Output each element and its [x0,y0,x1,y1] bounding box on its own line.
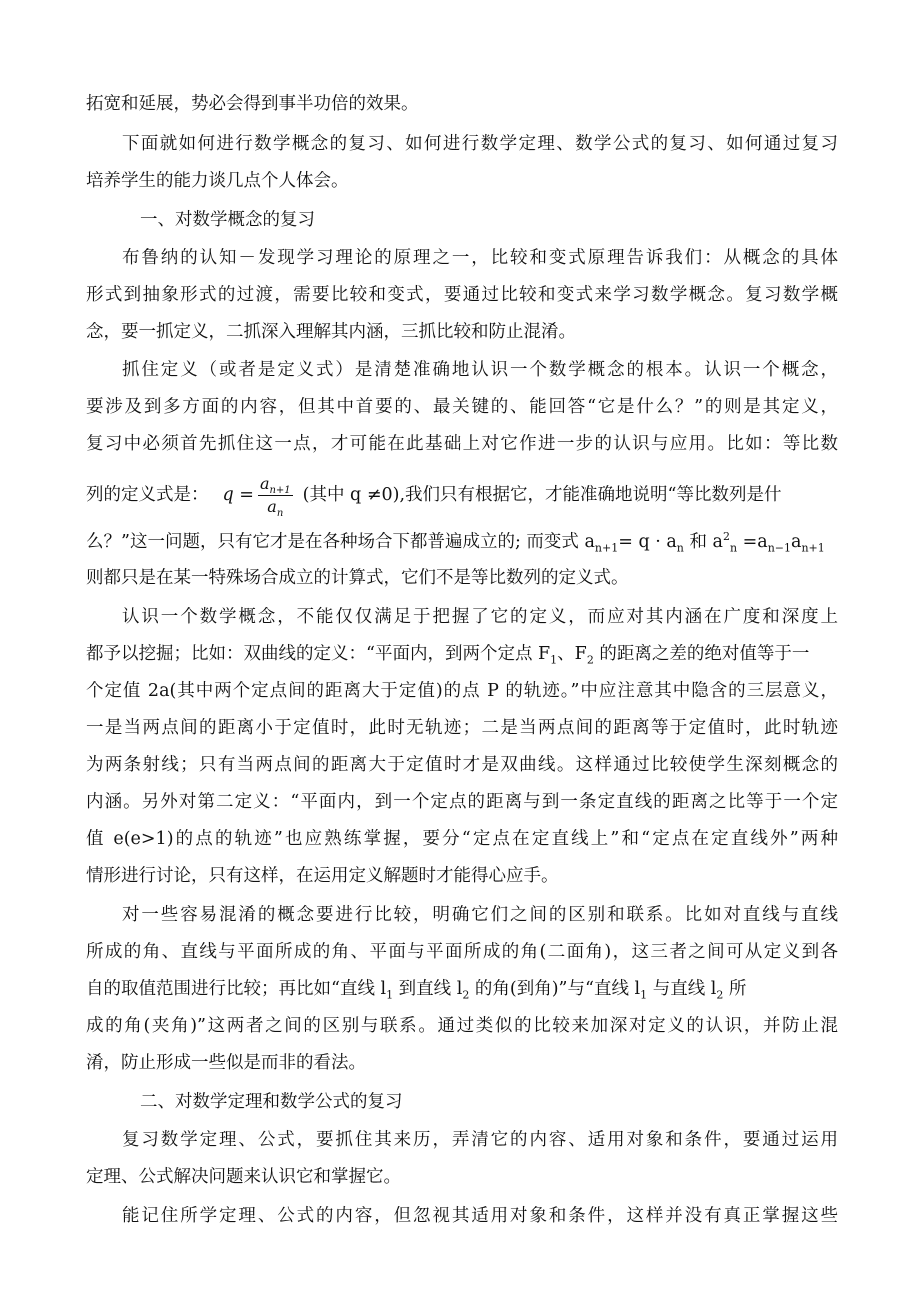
text-run: = q · a [618,532,677,552]
text-run: 都予以挖掘；比如：双曲线的定义：“平面内，到两个定点 F [86,644,551,664]
subscript: n [676,541,684,555]
paragraph-line: 下面就如何进行数学概念的复习、如何进行数学定理、数学公式的复习、如何通过复习 [122,134,838,154]
paragraph-line: 复习数学定理、公式，要抓住其来历，弄清它的内容、适用对象和条件，要通过运用 [122,1130,838,1150]
subscript: 1 [386,988,394,1002]
formula-line [86,470,838,520]
paragraph-line: 值 e(e>1)的点的轨迹”也应熟练掌握，要分“定点在定直线上”和“定点在定直线外”两种 [86,829,838,849]
paragraph-line [86,642,838,666]
formula-tail: (其中 q ≠0),我们只有根据它，才能准确地说明“等比数列是什 [302,485,782,505]
paragraph-line: 形式到抽象形式的过渡，需要比较和变式，要通过比较和变式来学习数学概念。复习数学概 [86,285,838,305]
text-run: 自的取值范围进行比较；再比如“直线 l [86,979,387,999]
paragraph-line: 则都只是在某一特殊场合成立的计算式，它们不是等比数列的定义式。 [86,568,629,588]
text-run: 、F [557,644,587,664]
text-run: 的角(到角)”与“直线 l [469,979,641,999]
paragraph-line: 念，要一抓定义，二抓深入理解其内涵，三抓比较和防止混淆。 [86,322,576,342]
text-run: ; 而变式 a [514,532,595,552]
subscript: 1 [550,653,558,667]
formula-num-sub: n+1 [269,485,291,497]
paragraph-line: 淆，防止形成一些似是而非的看法。 [86,1053,366,1073]
paragraph-line: 个定值 2a(其中两个定点间的距离大于定值)的点 P 的轨迹。”中应注意其中隐含的三层意义， [86,681,838,701]
paragraph-line: 拓宽和延展，势必会得到事半功倍的效果。 [86,94,419,114]
paragraph-line: 培养学生的能力谈几点个人体会。 [86,171,349,191]
paragraph-line: 所成的角、直线与平面所成的角、平面与平面所成的角(二面角)，这三者之间可从定义到各 [86,942,838,962]
text-run: 与直线 l [647,979,717,999]
subscript: 2 [462,988,470,1002]
subscript: 1 [640,988,648,1002]
text-run: 和 a [683,532,723,552]
paragraph-line: 情形进行讨论，只有这样，在运用定义解题时才能得心应手。 [86,866,559,886]
paragraph-line: 认识一个数学概念，不能仅仅满足于把握了它的定义，而应对其内涵在广度和深度上 [122,607,838,627]
subscript: 2 [586,653,594,667]
subscript: n−1 [767,541,792,555]
superscript: 2 [722,530,730,544]
paragraph-line: 对一些容易混淆的概念要进行比较，明确它们之间的区别和联系。比如对直线与直线 [122,905,838,925]
paragraph-line: 一是当两点间的距离小于定值时，此时无轨迹；二是当两点间的距离等于定值时，此时轨迹 [86,718,838,738]
section-heading: 一、对数学概念的复习 [140,210,315,230]
subscript: n [729,541,738,555]
paragraph-line: 复习中必须首先抓住这一点，才可能在此基础上对它作进一步的认识与应用。比如：等比数 [86,434,838,454]
text-run: 所 [723,979,747,999]
text-run: =a [737,532,768,552]
subscript: 2 [716,988,724,1002]
paragraph-line [86,530,838,554]
paragraph-line: 要涉及到多方面的内容，但其中首要的、最关键的、能回答“它是什么？”的则是其定义， [86,397,838,417]
paragraph-line: 成的角(夹角)”这两者之间的区别与联系。通过类似的比较来加深对定义的认识，并防止混 [86,1016,838,1036]
text-run: a [791,532,802,552]
section-heading: 二、对数学定理和数学公式的复习 [140,1092,403,1112]
text-run: 么？”这一问题，只有它才是在各种场合下都普遍成立的 [86,532,515,552]
paragraph-line: 为两条射线；只有当两点间的距离大于定值时才是双曲线。这样通过比较使学生深刻概念的 [86,755,838,775]
paragraph-line: 定理、公式解决问题来认识它和掌握它。 [86,1167,401,1187]
text-run: 到直线 l [393,979,463,999]
subscript: n+1 [594,541,619,555]
paragraph-line: 能记住所学定理、公式的内容，但忽视其适用对象和条件，这样并没有真正掌握这些 [122,1206,838,1226]
paragraph-line: 抓住定义（或者是定义式）是清楚准确地认识一个数学概念的根本。认识一个概念， [122,360,838,380]
formula-q: q = [222,485,254,505]
formula-den-sub: n [276,508,284,520]
text-run: 的距离之差的绝对值等于一 [593,644,810,664]
paragraph-line: 内涵。另外对第二定义：“平面内，到一个定点的距离与到一条定直线的距离之比等于一个定 [86,792,838,812]
formula-num: a [259,474,270,493]
paragraph-line [86,977,838,1001]
subscript: n+1 [801,541,825,555]
formula-fraction [258,474,293,520]
formula-lead: 列的定义式是： [86,485,209,505]
formula-den: a [267,497,277,516]
paragraph-line: 布鲁纳的认知－发现学习理论的原理之一，比较和变式原理告诉我们：从概念的具体 [122,248,838,268]
